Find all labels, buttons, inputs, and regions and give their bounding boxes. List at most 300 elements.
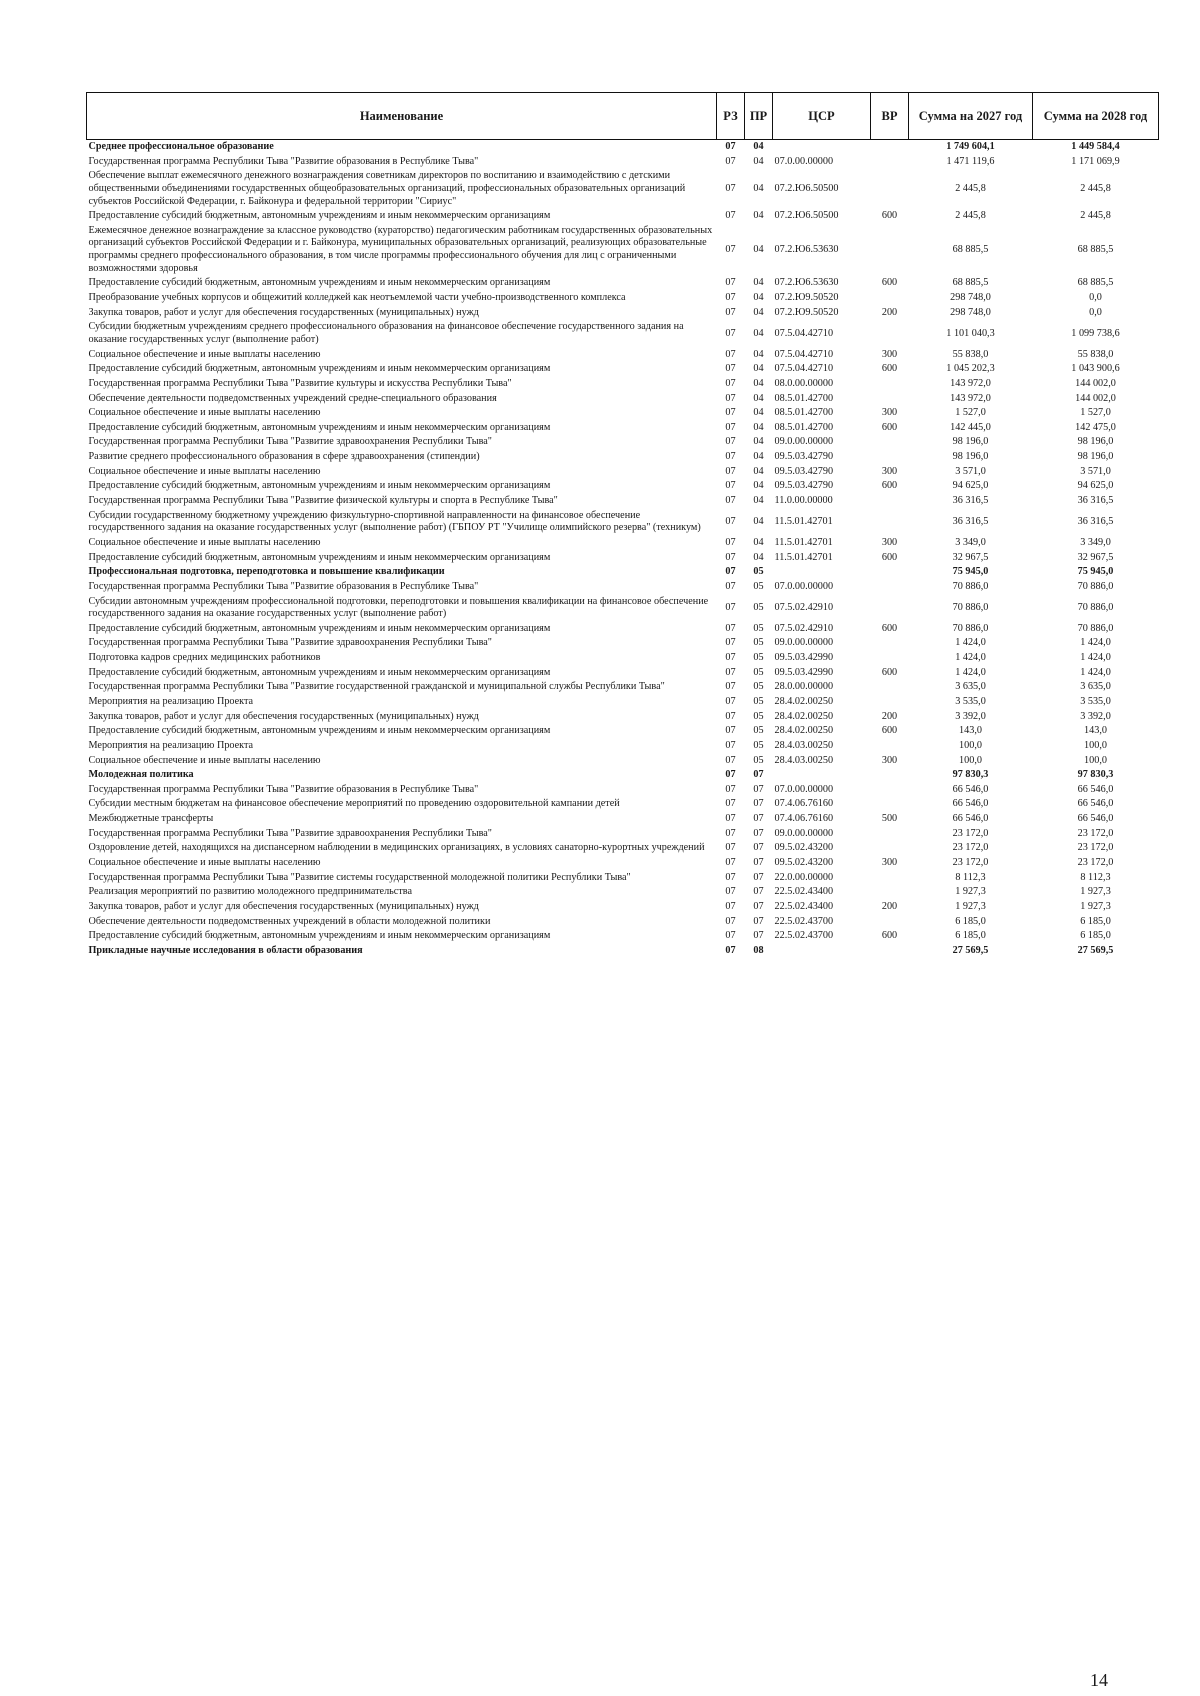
row-csr: 22.5.02.43400: [774, 900, 834, 912]
table-row: [87, 841, 1159, 856]
row-pr: 04: [753, 465, 764, 477]
row-pr: 04: [753, 392, 764, 404]
table-row: [87, 465, 1159, 480]
row-pr: 04: [753, 421, 764, 433]
row-csr: 09.0.00.00000: [774, 436, 834, 448]
row-rz: 07: [725, 277, 736, 289]
table-row: [87, 392, 1159, 407]
row-rz: 07: [725, 681, 736, 693]
row-name: Предоставление субсидий бюджетным, автономным учреждениям и иным некоммерческим организациям: [88, 210, 551, 222]
row-sum-2027: 3 349,0: [955, 536, 986, 548]
row-sum-2028: 32 967,5: [1077, 551, 1114, 563]
row-sum-2028: 94 625,0: [1077, 480, 1114, 492]
row-pr: 07: [753, 930, 764, 942]
row-sum-2027: 142 445,0: [950, 421, 991, 433]
row-sum-2028: 2 445,8: [1080, 182, 1111, 194]
row-vr: [871, 140, 909, 155]
row-rz: 07: [725, 515, 736, 527]
row-rz: 07: [725, 306, 736, 318]
row-csr: 07.2.Ю6.53630: [774, 277, 839, 289]
header-vr: ВР: [871, 93, 909, 140]
row-name: Подготовка кадров средних медицинских работников: [88, 652, 321, 664]
row-vr: [871, 841, 909, 856]
row-pr: 04: [753, 436, 764, 448]
row-sum-2028: 66 546,0: [1077, 813, 1114, 825]
row-sum-2027: 36 316,5: [952, 495, 989, 507]
row-name: Обеспечение деятельности подведомственных учреждений средне-специального образования: [88, 392, 497, 404]
row-csr: 08.0.00.00000: [774, 377, 834, 389]
table-row: [87, 421, 1159, 436]
row-rz: 07: [725, 739, 736, 751]
table-row: [87, 695, 1159, 710]
row-name: Государственная программа Республики Тыва "Развитие здравоохранения Республики Тыва": [88, 637, 492, 649]
table-row: [87, 871, 1159, 886]
row-rz: 07: [725, 652, 736, 664]
row-csr: 07.0.00.00000: [774, 155, 834, 167]
table-row: [87, 797, 1159, 812]
row-csr: 09.5.03.42790: [774, 480, 834, 492]
row-pr: 05: [753, 754, 764, 766]
row-vr: 600: [881, 666, 898, 678]
row-sum-2028: 70 886,0: [1077, 601, 1114, 613]
row-vr: [871, 944, 909, 959]
header-sum-2028: Сумма на 2028 год: [1033, 93, 1159, 140]
row-sum-2028: 1 043 900,6: [1071, 363, 1120, 375]
row-sum-2027: 97 830,3: [952, 769, 989, 781]
row-sum-2027: 1 424,0: [955, 637, 986, 649]
row-sum-2028: 144 002,0: [1075, 377, 1116, 389]
row-sum-2028: 3 349,0: [1080, 536, 1111, 548]
row-sum-2028: 1 927,3: [1080, 886, 1111, 898]
table-row: [87, 680, 1159, 695]
table-body: [87, 140, 1159, 959]
row-csr: 11.5.01.42701: [774, 536, 833, 548]
row-pr: 05: [753, 681, 764, 693]
row-pr: 04: [753, 141, 764, 152]
row-sum-2027: 32 967,5: [952, 551, 989, 563]
row-sum-2027: 36 316,5: [952, 515, 989, 527]
row-vr: 500: [881, 813, 898, 825]
row-rz: 07: [725, 622, 736, 634]
row-csr: [773, 565, 871, 580]
row-sum-2027: 27 569,5: [952, 944, 989, 956]
row-sum-2028: 75 945,0: [1077, 566, 1114, 578]
row-sum-2027: 3 571,0: [955, 465, 986, 477]
row-pr: 04: [753, 377, 764, 389]
row-pr: 05: [753, 695, 764, 707]
row-csr: 28.0.00.00000: [774, 681, 834, 693]
row-sum-2028: 1 927,3: [1080, 900, 1111, 912]
row-csr: 28.4.02.00250: [774, 695, 834, 707]
row-sum-2027: 70 886,0: [952, 580, 989, 592]
row-pr: 07: [753, 871, 764, 883]
row-csr: 22.0.00.00000: [774, 871, 834, 883]
row-sum-2028: 98 196,0: [1077, 436, 1114, 448]
row-pr: 05: [753, 710, 764, 722]
table-row: [87, 856, 1159, 871]
row-csr: [773, 768, 871, 783]
row-vr: [871, 494, 909, 509]
row-sum-2028: 66 546,0: [1077, 798, 1114, 810]
table-row: [87, 710, 1159, 725]
row-sum-2027: 1 101 040,3: [946, 327, 995, 339]
row-sum-2028: 6 185,0: [1080, 915, 1111, 927]
row-sum-2028: 36 316,5: [1077, 515, 1114, 527]
row-name: Субсидии государственному бюджетному учреждению физкультурно-спортивной направленности на финансовое обеспечение государственного задания на оказание государственных услуг (выполнение работ) (ГБПОУ РТ "Училище олимпийского резерва" (техникум): [88, 509, 701, 534]
row-vr: 200: [881, 306, 898, 318]
row-vr: [871, 565, 909, 580]
row-sum-2027: 68 885,5: [952, 243, 989, 255]
row-rz: 07: [725, 754, 736, 766]
row-pr: 04: [753, 155, 764, 167]
table-row: [87, 509, 1159, 536]
row-sum-2028: 6 185,0: [1080, 930, 1111, 942]
row-vr: [871, 885, 909, 900]
row-sum-2028: 142 475,0: [1075, 421, 1116, 433]
row-name: Субсидии местным бюджетам на финансовое обеспечение мероприятий по проведению оздоровительной кампании детей: [88, 798, 620, 810]
row-vr: [871, 291, 909, 306]
row-sum-2027: 1 749 604,1: [946, 141, 995, 152]
row-sum-2027: 143 972,0: [950, 377, 991, 389]
row-pr: 05: [753, 637, 764, 649]
row-pr: 07: [753, 915, 764, 927]
row-csr: [773, 140, 871, 155]
row-pr: 07: [753, 827, 764, 839]
row-sum-2028: 3 535,0: [1080, 695, 1111, 707]
row-pr: 04: [753, 515, 764, 527]
row-sum-2027: 298 748,0: [950, 306, 991, 318]
row-sum-2028: 68 885,5: [1077, 243, 1114, 255]
row-csr: 11.5.01.42701: [774, 515, 833, 527]
row-pr: 05: [753, 566, 764, 578]
row-pr: 04: [753, 243, 764, 255]
row-sum-2027: 6 185,0: [955, 930, 986, 942]
row-pr: 04: [753, 551, 764, 563]
row-vr: 200: [881, 710, 898, 722]
row-name: Государственная программа Республики Тыва "Развитие образования в Республике Тыва": [88, 580, 479, 592]
row-rz: 07: [725, 348, 736, 360]
row-sum-2028: 23 172,0: [1077, 827, 1114, 839]
row-csr: 07.5.02.42910: [774, 601, 834, 613]
row-sum-2028: 2 445,8: [1080, 210, 1111, 222]
row-pr: 07: [753, 842, 764, 854]
row-sum-2027: 1 424,0: [955, 666, 986, 678]
row-rz: 07: [725, 666, 736, 678]
row-sum-2028: 27 569,5: [1077, 944, 1114, 956]
row-rz: 07: [725, 871, 736, 883]
row-sum-2028: 8 112,3: [1080, 871, 1111, 883]
row-sum-2027: 23 172,0: [952, 857, 989, 869]
row-name: Предоставление субсидий бюджетным, автономным учреждениям и иным некоммерческим организациям: [88, 480, 551, 492]
row-csr: 09.0.00.00000: [774, 637, 834, 649]
row-csr: 09.5.02.43200: [774, 857, 834, 869]
row-vr: [871, 450, 909, 465]
row-vr: 300: [881, 348, 898, 360]
row-rz: 07: [725, 915, 736, 927]
row-sum-2028: 98 196,0: [1077, 451, 1114, 463]
row-pr: 04: [753, 348, 764, 360]
row-vr: [871, 595, 909, 622]
table-row: [87, 666, 1159, 681]
row-vr: [871, 169, 909, 209]
table-row: [87, 651, 1159, 666]
row-rz: 07: [725, 580, 736, 592]
row-csr: 07.2.Ю9.50520: [774, 292, 839, 304]
table-row: [87, 209, 1159, 224]
row-vr: [871, 871, 909, 886]
row-sum-2027: 98 196,0: [952, 451, 989, 463]
row-name: Предоставление субсидий бюджетным, автономным учреждениям и иным некоммерческим организациям: [88, 666, 551, 678]
row-name: Социальное обеспечение и иные выплаты населению: [88, 465, 321, 477]
row-pr: 05: [753, 725, 764, 737]
row-vr: 600: [881, 210, 898, 222]
row-pr: 04: [753, 292, 764, 304]
row-name: Развитие среднего профессионального образования в сфере здравоохранения (стипендии): [88, 451, 480, 463]
row-name: Оздоровление детей, находящихся на диспансерном наблюдении в медицинских организациях, в условиях санаторно-курортных учреждений: [88, 842, 705, 854]
row-vr: [871, 155, 909, 170]
row-sum-2028: 143,0: [1084, 725, 1107, 737]
row-name: Мероприятия на реализацию Проекта: [88, 695, 254, 707]
table-row: [87, 450, 1159, 465]
row-vr: [871, 636, 909, 651]
row-pr: 05: [753, 622, 764, 634]
row-rz: 07: [725, 480, 736, 492]
row-name: Обеспечение выплат ежемесячного денежного вознаграждения советникам директоров по воспитанию и взаимодействию с детскими общественными объединениями государственных общеобразовательных организаций, профессиональных образовательных организаций субъектов Российской Федерации, г. Байконура и федеральной территории "Сириус": [88, 170, 686, 207]
row-sum-2027: 98 196,0: [952, 436, 989, 448]
row-rz: 07: [725, 769, 736, 781]
row-sum-2028: 1 424,0: [1080, 652, 1111, 664]
row-rz: 07: [725, 886, 736, 898]
row-csr: 07.5.04.42710: [774, 363, 834, 375]
table-row: [87, 636, 1159, 651]
row-vr: 200: [881, 900, 898, 912]
row-name: Социальное обеспечение и иные выплаты населению: [88, 407, 321, 419]
row-sum-2028: 36 316,5: [1077, 495, 1114, 507]
row-csr: 09.5.03.42790: [774, 451, 834, 463]
row-sum-2027: 100,0: [959, 754, 982, 766]
row-pr: 04: [753, 407, 764, 419]
row-sum-2028: 3 392,0: [1080, 710, 1111, 722]
row-pr: 05: [753, 739, 764, 751]
row-rz: 07: [725, 944, 736, 956]
row-sum-2028: 55 838,0: [1077, 348, 1114, 360]
row-sum-2027: 1 045 202,3: [946, 363, 995, 375]
row-sum-2028: 3 635,0: [1080, 681, 1111, 693]
row-rz: 07: [725, 363, 736, 375]
row-pr: 04: [753, 306, 764, 318]
table-row: [87, 306, 1159, 321]
row-sum-2027: 94 625,0: [952, 480, 989, 492]
row-sum-2027: 70 886,0: [952, 622, 989, 634]
row-sum-2028: 97 830,3: [1077, 769, 1114, 781]
row-sum-2028: 1 449 584,4: [1071, 141, 1120, 152]
row-vr: [871, 680, 909, 695]
row-pr: 05: [753, 601, 764, 613]
row-sum-2028: 66 546,0: [1077, 783, 1114, 795]
row-pr: 04: [753, 327, 764, 339]
row-vr: [871, 695, 909, 710]
row-csr: 11.5.01.42701: [774, 551, 833, 563]
table-row: [87, 362, 1159, 377]
row-sum-2028: 100,0: [1084, 739, 1107, 751]
table-row: [87, 580, 1159, 595]
table-row: [87, 435, 1159, 450]
row-vr: [871, 377, 909, 392]
row-csr: 07.2.Ю6.53630: [774, 243, 839, 255]
row-pr: 04: [753, 182, 764, 194]
row-pr: 07: [753, 857, 764, 869]
row-name: Субсидии автономным учреждениям профессиональной подготовки, переподготовки и повышения квалификации на финансовое обеспечение государственного задания на оказание государственных услуг (выполнение работ): [88, 595, 709, 620]
row-rz: 07: [725, 827, 736, 839]
row-rz: 07: [725, 243, 736, 255]
row-name: Мероприятия на реализацию Проекта: [88, 739, 254, 751]
row-csr: 07.2.Ю9.50520: [774, 306, 839, 318]
row-csr: 11.0.00.00000: [774, 495, 833, 507]
row-vr: 300: [881, 465, 898, 477]
header-name: Наименование: [87, 93, 717, 140]
row-sum-2027: 1 927,3: [955, 900, 986, 912]
row-sum-2027: 143,0: [959, 725, 982, 737]
row-vr: 600: [881, 551, 898, 563]
row-rz: 07: [725, 695, 736, 707]
table-row: [87, 169, 1159, 209]
row-pr: 07: [753, 798, 764, 810]
row-rz: 07: [725, 327, 736, 339]
row-csr: 07.0.00.00000: [774, 580, 834, 592]
row-csr: 28.4.03.00250: [774, 754, 834, 766]
row-name: Социальное обеспечение и иные выплаты населению: [88, 857, 321, 869]
budget-table: [86, 92, 1159, 959]
row-rz: 07: [725, 842, 736, 854]
row-csr: 07.5.02.42910: [774, 622, 834, 634]
row-name: Предоставление субсидий бюджетным, автономным учреждениям и иным некоммерческим организациям: [88, 421, 551, 433]
row-sum-2027: 298 748,0: [950, 292, 991, 304]
row-rz: 07: [725, 857, 736, 869]
header-pr: ПР: [745, 93, 773, 140]
row-sum-2028: 68 885,5: [1077, 277, 1114, 289]
row-sum-2028: 70 886,0: [1077, 580, 1114, 592]
row-pr: 05: [753, 666, 764, 678]
row-pr: 04: [753, 495, 764, 507]
table-row: [87, 276, 1159, 291]
row-name: Государственная программа Республики Тыва "Развитие здравоохранения Республики Тыва": [88, 436, 492, 448]
table-row: [87, 944, 1159, 959]
row-vr: [871, 797, 909, 812]
row-csr: 22.5.02.43700: [774, 930, 834, 942]
row-sum-2028: 144 002,0: [1075, 392, 1116, 404]
row-vr: 300: [881, 407, 898, 419]
row-rz: 07: [725, 637, 736, 649]
row-rz: 07: [725, 900, 736, 912]
row-sum-2027: 143 972,0: [950, 392, 991, 404]
table-row: [87, 885, 1159, 900]
row-rz: 07: [725, 465, 736, 477]
row-pr: 04: [753, 451, 764, 463]
table-row: [87, 622, 1159, 637]
row-sum-2027: 75 945,0: [952, 566, 989, 578]
row-name: Молодежная политика: [88, 769, 194, 781]
row-rz: 07: [725, 930, 736, 942]
row-rz: 07: [725, 182, 736, 194]
row-rz: 07: [725, 155, 736, 167]
row-sum-2028: 23 172,0: [1077, 842, 1114, 854]
row-sum-2028: 100,0: [1084, 754, 1107, 766]
row-vr: [871, 580, 909, 595]
row-vr: [871, 320, 909, 347]
row-rz: 07: [725, 551, 736, 563]
row-vr: 600: [881, 363, 898, 375]
row-rz: 07: [725, 798, 736, 810]
row-sum-2027: 55 838,0: [952, 348, 989, 360]
table-row: [87, 827, 1159, 842]
row-sum-2027: 68 885,5: [952, 277, 989, 289]
row-vr: [871, 651, 909, 666]
row-sum-2028: 0,0: [1089, 292, 1102, 304]
row-vr: 300: [881, 754, 898, 766]
row-sum-2027: 3 392,0: [955, 710, 986, 722]
row-sum-2027: 23 172,0: [952, 842, 989, 854]
row-csr: 09.5.03.42990: [774, 666, 834, 678]
row-name: Преобразование учебных корпусов и общежитий колледжей как неотъемлемой части учебно-производственного комплекса: [88, 292, 626, 304]
row-sum-2028: 1 171 069,9: [1071, 155, 1120, 167]
table-row: [87, 900, 1159, 915]
table-row: [87, 155, 1159, 170]
row-name: Межбюджетные трансферты: [88, 813, 214, 825]
row-sum-2027: 66 546,0: [952, 783, 989, 795]
table-row: [87, 224, 1159, 277]
row-vr: [871, 509, 909, 536]
row-pr: 04: [753, 480, 764, 492]
header-csr: ЦСР: [773, 93, 871, 140]
header-rz: РЗ: [717, 93, 745, 140]
row-rz: 07: [725, 710, 736, 722]
row-name: Государственная программа Республики Тыва "Развитие культуры и искусства Республики Тыва": [88, 377, 512, 389]
row-sum-2028: 1 424,0: [1080, 666, 1111, 678]
row-sum-2027: 2 445,8: [955, 210, 986, 222]
row-name: Государственная программа Республики Тыва "Развитие государственной гражданской и муниципальной службы Республики Тыва": [88, 681, 665, 693]
row-vr: 600: [881, 421, 898, 433]
row-vr: 600: [881, 725, 898, 737]
row-csr: 08.5.01.42700: [774, 421, 834, 433]
row-csr: 09.0.00.00000: [774, 827, 834, 839]
table-row: [87, 565, 1159, 580]
row-name: Закупка товаров, работ и услуг для обеспечения государственных (муниципальных) нужд: [88, 900, 479, 912]
table-row: [87, 724, 1159, 739]
row-vr: [871, 783, 909, 798]
row-sum-2027: 23 172,0: [952, 827, 989, 839]
row-name: Обеспечение деятельности подведомственных учреждений в области молодежной политики: [88, 915, 491, 927]
row-pr: 07: [753, 886, 764, 898]
row-vr: [871, 435, 909, 450]
row-sum-2027: 1 527,0: [955, 407, 986, 419]
row-sum-2028: 1 424,0: [1080, 637, 1111, 649]
row-csr: 22.5.02.43700: [774, 915, 834, 927]
row-csr: 09.5.02.43200: [774, 842, 834, 854]
table-row: [87, 783, 1159, 798]
row-name: Предоставление субсидий бюджетным, автономным учреждениям и иным некоммерческим организациям: [88, 363, 551, 375]
table-row: [87, 479, 1159, 494]
row-csr: 07.2.Ю6.50500: [774, 210, 839, 222]
row-sum-2028: 1 099 738,6: [1071, 327, 1120, 339]
row-vr: 600: [881, 622, 898, 634]
row-pr: 08: [753, 944, 764, 956]
row-vr: 600: [881, 277, 898, 289]
row-sum-2027: 3 535,0: [955, 695, 986, 707]
row-vr: 300: [881, 536, 898, 548]
row-pr: 04: [753, 363, 764, 375]
table-row: [87, 812, 1159, 827]
row-pr: 07: [753, 769, 764, 781]
